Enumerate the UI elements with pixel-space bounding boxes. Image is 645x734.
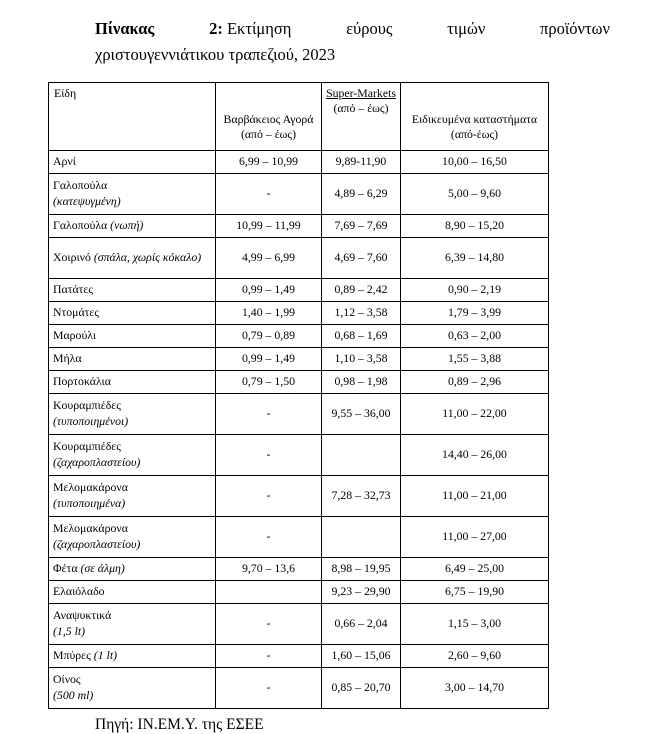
supermarkets-price-cell: 4,69 – 7,60 [322,237,401,278]
supermarkets-price-cell: 0,89 – 2,42 [322,278,401,301]
varvakeios-price-cell [216,580,322,603]
item-name-detail: (τυποποιημένα) [53,495,126,510]
item-name: Χοιρινό [53,249,91,264]
item-name-cell [49,393,216,434]
supermarkets-price-cell [322,434,401,475]
item-name: Αρνί [53,153,76,168]
item-name-detail: (κατεψυγμένη) [53,193,121,208]
varvakeios-price-cell: - [216,644,322,667]
source-note: Πηγή: ΙΝ.ΕΜ.Υ. της ΕΣΕΕ [95,715,264,733]
item-name-detail: (1,5 lt) [53,623,86,638]
col-header-specialized [401,82,549,150]
table-row [49,150,549,173]
item-name: Ελαιόλαδο [53,583,105,598]
table-row [49,370,549,393]
specialized-price-cell: 14,40 – 26,00 [401,434,549,475]
supermarkets-price-cell: 0,85 – 20,70 [322,667,401,708]
specialized-price-cell: 0,89 – 2,96 [401,370,549,393]
item-name-cell [49,214,216,237]
item-name: Οίνος [53,671,81,686]
supermarkets-price-cell: 8,98 – 19,95 [322,557,401,580]
specialized-price-cell: 11,00 – 22,00 [401,393,549,434]
specialized-price-cell: 5,00 – 9,60 [401,173,549,214]
varvakeios-price-cell: 9,70 – 13,6 [216,557,322,580]
item-name-cell [49,324,216,347]
item-name: Μελομακάρονα [53,520,128,535]
supermarkets-price-cell: 9,89-11,90 [322,150,401,173]
supermarkets-price-cell: 4,89 – 6,29 [322,173,401,214]
table-row [49,603,549,644]
supermarkets-price-cell: 7,69 – 7,69 [322,214,401,237]
col-header-items-label: Είδη [54,85,77,100]
col-header-specialized-sub: (από-έως) [450,127,499,142]
specialized-price-cell: 1,15 – 3,00 [401,603,549,644]
varvakeios-price-cell: - [216,603,322,644]
table-row [49,516,549,557]
item-name-cell [49,516,216,557]
varvakeios-price-cell: 0,99 – 1,49 [216,347,322,370]
item-name-cell [49,644,216,667]
supermarkets-price-cell: 0,66 – 2,04 [322,603,401,644]
table-row [49,393,549,434]
item-name-detail: (τυποποιημένοι) [53,413,129,428]
table-row [49,324,549,347]
table-row [49,475,549,516]
specialized-price-cell: 6,49 – 25,00 [401,557,549,580]
header-row [49,82,549,150]
item-name-cell [49,150,216,173]
item-name: Μήλα [53,350,82,365]
item-name-cell [49,237,216,278]
caption-word-proionton: προϊόντων [540,19,610,38]
caption-word-ektimisi: Εκτίμηση [226,19,292,38]
varvakeios-price-cell: - [216,516,322,557]
caption-word-number: 2: [209,19,223,38]
col-header-varvakeios-sub: (από – έως) [240,127,297,142]
col-header-items [49,82,216,150]
table-row [49,580,549,603]
item-name: Κουραμπιέδες [53,397,121,412]
item-name: Κουραμπιέδες [53,438,121,453]
specialized-price-cell: 8,90 – 15,20 [401,214,549,237]
item-name-cell [49,667,216,708]
varvakeios-price-cell: 0,79 – 1,50 [216,370,322,393]
item-name: Μπύρες [53,647,91,662]
supermarkets-price-cell [322,516,401,557]
specialized-price-cell: 10,00 – 16,50 [401,150,549,173]
col-header-supermarkets-label: Super-Markets [326,85,396,100]
varvakeios-price-cell: - [216,475,322,516]
col-header-supermarkets-sub: (από – έως) [333,100,389,115]
supermarkets-price-cell: 1,10 – 3,58 [322,347,401,370]
item-name-cell [49,557,216,580]
item-name: Ντομάτες [53,304,100,319]
table-caption [95,16,610,69]
item-name-cell [49,370,216,393]
supermarkets-price-cell: 0,68 – 1,69 [322,324,401,347]
item-name: Μελομακάρονα [53,479,128,494]
specialized-price-cell: 1,79 – 3,99 [401,301,549,324]
specialized-price-cell: 6,39 – 14,80 [401,237,549,278]
item-name-detail: (ζαχαροπλαστείου) [53,536,141,551]
supermarkets-price-cell: 7,28 – 32,73 [322,475,401,516]
col-header-varvakeios-label: Βαρβάκειος Αγορά [223,112,314,127]
varvakeios-price-cell: 0,79 – 0,89 [216,324,322,347]
item-name-detail: (νωπή) [110,217,144,232]
caption-group-number [209,16,291,42]
supermarkets-price-cell: 1,12 – 3,58 [322,301,401,324]
item-name: Γαλοπούλα [53,217,108,232]
price-range-table [48,82,549,709]
varvakeios-price-cell: - [216,173,322,214]
varvakeios-price-cell: 10,99 – 11,99 [216,214,322,237]
item-name-cell [49,475,216,516]
table-row [49,214,549,237]
item-name-detail: (1 lt) [93,647,118,662]
caption-word-pinakas: Πίνακας [95,19,155,38]
item-name-detail: (ζαχαροπλαστείου) [53,454,141,469]
table-row [49,644,549,667]
specialized-price-cell: 1,55 – 3,88 [401,347,549,370]
table-caption-line2: χριστουγεννιάτικου τραπεζιού, 2023 [95,45,336,65]
varvakeios-price-cell: 6,99 – 10,99 [216,150,322,173]
varvakeios-price-cell: - [216,393,322,434]
item-name-cell [49,580,216,603]
item-name: Φέτα [53,560,78,575]
table-row [49,278,549,301]
table-row [49,237,549,278]
item-name: Μαρούλι [53,327,97,342]
table-row [49,173,549,214]
table-row [49,301,549,324]
item-name-cell [49,434,216,475]
item-name: Πορτοκάλια [53,373,111,388]
item-name-cell [49,347,216,370]
table-row [49,557,549,580]
item-name: Πατάτες [53,281,93,296]
supermarkets-price-cell: 0,98 – 1,98 [322,370,401,393]
item-name: Αναψυκτικά [53,607,112,622]
item-name-detail: (σπάλα, χωρίς κόκαλο) [93,249,202,264]
item-name-cell [49,278,216,301]
specialized-price-cell: 2,60 – 9,60 [401,644,549,667]
col-header-varvakeios [216,82,322,150]
varvakeios-price-cell: 4,99 – 6,99 [216,237,322,278]
specialized-price-cell: 6,75 – 19,90 [401,580,549,603]
caption-word-evrous: εύρους [346,19,393,38]
specialized-price-cell: 0,90 – 2,19 [401,278,549,301]
item-name-detail: (σε άλμη) [80,560,125,575]
col-header-specialized-label: Ειδικευμένα καταστήματα [411,112,538,127]
supermarkets-price-cell: 1,60 – 15,06 [322,644,401,667]
item-name-cell [49,603,216,644]
item-name-cell [49,301,216,324]
table-row [49,347,549,370]
table-row [49,667,549,708]
item-name: Γαλοπούλα [53,177,108,192]
item-name-cell [49,173,216,214]
supermarkets-price-cell: 9,55 – 36,00 [322,393,401,434]
specialized-price-cell: 0,63 – 2,00 [401,324,549,347]
specialized-price-cell: 11,00 – 21,00 [401,475,549,516]
varvakeios-price-cell: - [216,667,322,708]
varvakeios-price-cell: 0,99 – 1,49 [216,278,322,301]
supermarkets-price-cell: 9,23 – 29,90 [322,580,401,603]
varvakeios-price-cell: - [216,434,322,475]
col-header-supermarkets [322,82,401,150]
item-name-detail: (500 ml) [53,687,94,702]
specialized-price-cell: 3,00 – 14,70 [401,667,549,708]
specialized-price-cell: 11,00 – 27,00 [401,516,549,557]
table-row [49,434,549,475]
table-caption-line1 [95,16,610,42]
varvakeios-price-cell: 1,40 – 1,99 [216,301,322,324]
caption-word-timon: τιμών [447,19,486,38]
